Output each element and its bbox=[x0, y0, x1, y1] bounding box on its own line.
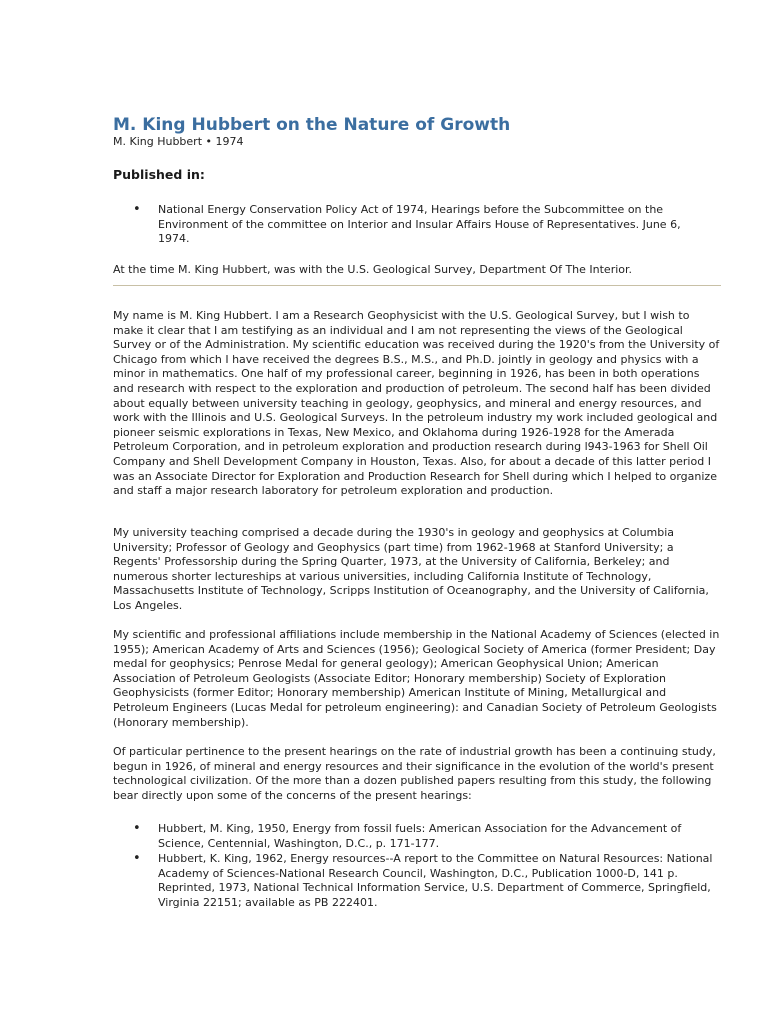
page-title: M. King Hubbert on the Nature of Growth bbox=[113, 115, 511, 135]
section-divider bbox=[113, 285, 721, 286]
body-paragraph: Of particular pertinence to the present hearings on the rate of industrial growth has been a continuing study, begun in 1926, of mineral and energy resources and their significance in the evolution of the world's present technological civilization. Of the more than a dozen published papers resulting from this study, the following bear directly upon some of the concerns of the present hearings: bbox=[113, 745, 716, 802]
published-in-list bbox=[113, 203, 713, 247]
body-paragraph: My scientific and professional affiliations include membership in the National Academy of Sciences (elected in 1955); American Academy of Arts and Sciences (1956); Geological Society of America (former President; Day medal for geophysics; Penrose Medal for general geology); American Geophysical Union; American Association of Petroleum Geologists (Associate Editor; Honorary membership) Society of Exploration Geophysicists (former Editor; Honorary membership) American Institute of Mining, Metallurgical and Petroleum Engineers (Lucas Medal for petroleum engineering): and Canadian Society of Petroleum Geologists (Honorary membership). bbox=[113, 628, 720, 729]
references-list bbox=[113, 822, 713, 911]
list-item: • Hubbert, K. King, 1962, Energy resources--A report to the Committee on Natural Resources: National Academy of Sciences-National Research Council, Washington, D.C., Publication 1000-D, 141 p. Reprinted, 1973, National Technical Information Service, U.S. Department of Commerce, Springfield, Virginia 22151; available as PB 222401. bbox=[113, 852, 713, 910]
body-paragraph: My name is M. King Hubbert. I am a Research Geophysicist with the U.S. Geological Survey, but I wish to make it clear that I am testifying as an individual and I am not representing the views of the Geological Survey or of the Administration. My scientific education was received during the 1920's from the University of Chicago from which I have received the degrees B.S., M.S., and Ph.D. jointly in geology and physics with a minor in mathematics. One half of my professional career, beginning in 1926, has been in both operations and research with respect to the exploration and production of petroleum. The second half has been divided about equally between university teaching in geology, geophysics, and mineral and energy resources, and work with the Illinois and U.S. Geological Surveys. In the petroleum industry my work included geological and pioneer seismic explorations in Texas, New Mexico, and Oklahoma during 1926-1928 for the Amerada Petroleum Corporation, and in petroleum exploration and production research during l943-1963 for Shell Oil Company and Shell Development Company in Houston, Texas. Also, for about a decade of this latter period I was an Associate Director for Exploration and Production Research for Shell during which I helped to organize and staff a major research laboratory for petroleum exploration and production. bbox=[113, 309, 720, 498]
affiliation-note: At the time M. King Hubbert, was with the U.S. Geological Survey, Department Of The Interior. bbox=[113, 263, 633, 276]
list-item: • National Energy Conservation Policy Act of 1974, Hearings before the Subcommittee on the Environment of the committee on Interior and Insular Affairs House of Representatives. June 6, 1974. bbox=[113, 203, 713, 247]
list-item: • Hubbert, M. King, 1950, Energy from fossil fuels: American Association for the Advancement of Science, Centennial, Washington, D.C., p. 171-177. bbox=[113, 822, 713, 851]
body-paragraph: My university teaching comprised a decade during the 1930's in geology and geophysics at Columbia University; Professor of Geology and Geophysics (part time) from 1962-1968 at Stanford University; a Regents' Professorship during the Spring Quarter, 1973, at the University of California, Berkeley; and numerous shorter lectureships at various universities, including California Institute of Technology, Massachusetts Institute of Technology, Scripps Institution of Oceanography, and the University of California, Los Angeles. bbox=[113, 526, 709, 612]
published-in-heading: Published in: bbox=[113, 167, 205, 182]
author-byline: M. King Hubbert • 1974 bbox=[113, 135, 244, 148]
